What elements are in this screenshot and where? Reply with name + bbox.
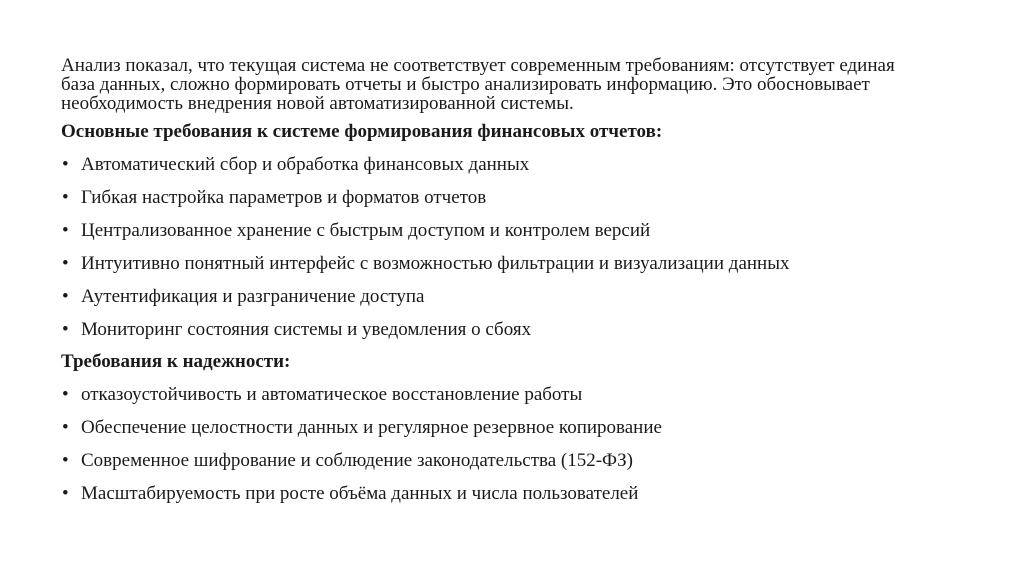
list-item-text: Централизованное хранение с быстрым доступом и контролем версий [81, 220, 651, 241]
intro-line-1: Анализ показал, что текущая система не соответствует современным требованиям: отсутствует единая [61, 55, 895, 76]
list-item-text: Мониторинг состояния системы и уведомления о сбоях [81, 319, 532, 340]
list-item-text: Гибкая настройка параметров и форматов отчетов [81, 187, 487, 208]
list-item-text: Аутентификация и разграничение доступа [81, 286, 425, 307]
list-item-text: отказоустойчивость и автоматическое восстановление работы [81, 384, 583, 405]
list-item [61, 155, 1011, 175]
bullet-icon: • [62, 417, 69, 438]
bullet-icon: • [62, 384, 69, 405]
list-item-text: Современное шифрование и соблюдение законодательства (152-ФЗ) [81, 450, 633, 471]
list-item [61, 254, 1011, 274]
list-item [61, 418, 1011, 438]
intro-paragraph [61, 56, 1011, 113]
list-item [61, 287, 1011, 307]
list-item-text: Автоматический сбор и обработка финансовых данных [81, 154, 530, 175]
bullet-icon: • [62, 187, 69, 208]
list-item-text: Масштабируемость при росте объёма данных и числа пользователей [81, 483, 639, 504]
list-item [61, 385, 1011, 405]
bullet-icon: • [62, 319, 69, 340]
reliability-requirements-list [61, 385, 1011, 504]
bullet-icon: • [62, 220, 69, 241]
list-item [61, 188, 1011, 208]
bullet-icon: • [62, 286, 69, 307]
list-item [61, 320, 1011, 340]
bullet-icon: • [62, 450, 69, 471]
intro-line-3: необходимость внедрения новой автоматизированной системы. [61, 93, 574, 114]
list-item-text: Обеспечение целостности данных и регулярное резервное копирование [81, 417, 662, 438]
list-item [61, 484, 1011, 504]
bullet-icon: • [62, 253, 69, 274]
intro-line-2: база данных, сложно формировать отчеты и быстро анализировать информацию. Это обосновывает [61, 74, 870, 95]
bullet-icon: • [62, 154, 69, 175]
main-requirements-list [61, 155, 1011, 340]
list-item-text: Интуитивно понятный интерфейс с возможностью фильтрации и визуализации данных [81, 253, 790, 274]
section-heading-reliability: Требования к надежности: [61, 351, 291, 372]
bullet-icon: • [62, 483, 69, 504]
section-heading-main-requirements: Основные требования к системе формирования финансовых отчетов: [61, 121, 663, 142]
list-item [61, 221, 1011, 241]
slide-content [61, 56, 1011, 504]
list-item [61, 451, 1011, 471]
